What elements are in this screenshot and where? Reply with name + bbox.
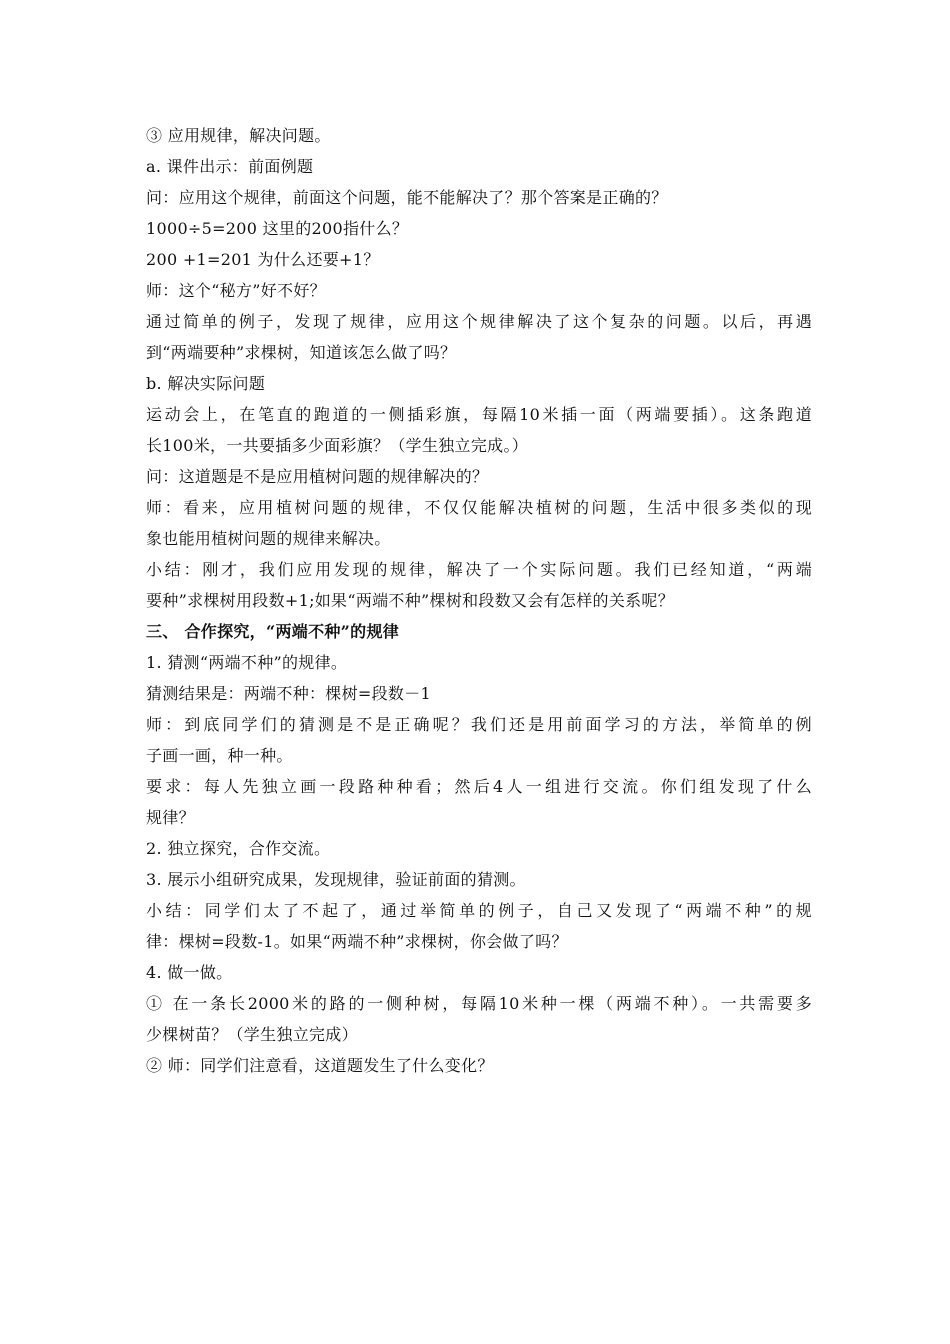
summary-line: 小结：刚才，我们应用发现的规律，解决了一个实际问题。我们已经知道，“两端 [146,560,812,579]
paragraph-line: 通过简单的例子，发现了规律，应用这个规律解决了这个复杂的问题。以后，再遇 [146,312,812,331]
numbered-item-1: 1. 猜测“两端不种”的规律。 [146,653,348,672]
document-body [146,120,812,1081]
equation-line: 1000÷5=200 这里的200指什么？ [146,219,409,238]
paragraph-line: 问：应用这个规律，前面这个问题，能不能解决了？那个答案是正确的？ [146,188,668,207]
numbered-item-3: 3. 展示小组研究成果，发现规律，验证前面的猜测。 [146,870,526,889]
item-b-heading: b. 解决实际问题 [146,374,266,393]
paragraph-line: 师：这个“秘方”好不好？ [146,281,326,300]
exercise-line: ① 在一条长2000米的路的一侧种树，每隔10米种一棵（两端不种）。一共需要多 [146,994,812,1013]
paragraph-line: 运动会上，在笔直的跑道的一侧插彩旗，每隔10米插一面（两端要插）。这条跑道 [146,405,812,424]
summary-line: 律：棵树=段数-1。如果“两端不种”求棵树，你会做了吗？ [146,932,568,951]
section-3-heading: 三、 合作探究，“两端不种”的规律 [146,622,400,641]
paragraph-line: 规律？ [146,808,195,827]
exercise-line: ② 师：同学们注意看，这道题发生了什么变化？ [146,1056,494,1075]
summary-line: 要种”求棵树用段数+1;如果“两端不种”棵树和段数又会有怎样的关系呢？ [146,591,675,610]
paragraph-line: 子画一画，种一种。 [146,746,293,765]
paragraph-line: 问：这道题是不是应用植树问题的规律解决的？ [146,467,489,486]
numbered-item-4: 4. 做一做。 [146,963,233,982]
paragraph-line: 师：看来，应用植树问题的规律，不仅仅能解决植树的问题，生活中很多类似的现 [146,498,812,517]
paragraph-line: 到“两端要种”求棵树，知道该怎么做了吗？ [146,343,457,362]
equation-line: 200 +1=201 为什么还要+1？ [146,250,380,269]
paragraph-line: 猜测结果是：两端不种：棵树=段数－1 [146,684,431,703]
paragraph-line: 象也能用植树问题的规律来解决。 [146,529,391,548]
item-a-heading: a. 课件出示：前面例题 [146,157,314,176]
paragraph-line: 长100米，一共要插多少面彩旗？（学生独立完成。） [146,436,529,455]
paragraph-line: 师：到底同学们的猜测是不是正确呢？我们还是用前面学习的方法，举简单的例 [146,715,812,734]
step-3-heading: ③ 应用规律，解决问题。 [146,126,331,145]
paragraph-line: 要求：每人先独立画一段路种种看；然后4人一组进行交流。你们组发现了什么 [146,777,812,796]
numbered-item-2: 2. 独立探究，合作交流。 [146,839,331,858]
exercise-line: 少棵树苗？（学生独立完成） [146,1025,358,1044]
summary-line: 小结：同学们太了不起了，通过举简单的例子，自己又发现了“两端不种”的规 [146,901,812,920]
